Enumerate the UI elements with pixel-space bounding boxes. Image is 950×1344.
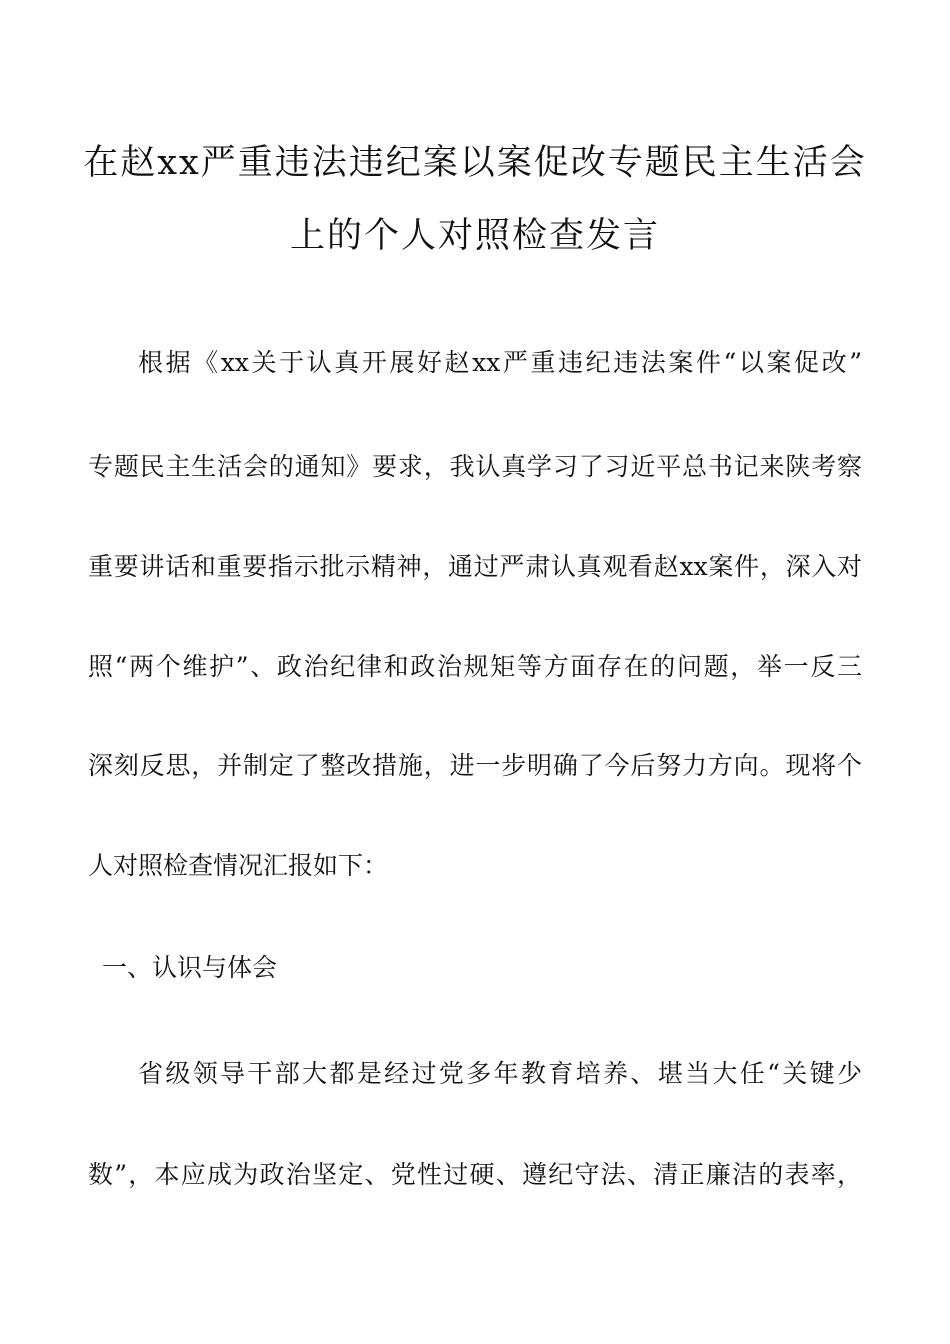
intro-paragraph-line: 专题民主生活会的通知》要求，我认真学习了习近平总书记来陕考察 <box>88 452 862 481</box>
section-paragraph-line: 数”，本应成为政治坚定、党性过硬、遵纪守法、清正廉洁的表率， <box>88 1160 862 1189</box>
intro-paragraph-line: 重要讲话和重要指示批示精神，通过严肃认真观看赵xx案件，深入对 <box>88 552 862 581</box>
intro-paragraph-line: 根据《xx关于认真开展好赵xx严重违纪违法案件“以案促改” <box>138 348 862 377</box>
section-paragraph-line: 省级领导干部大都是经过党多年教育培养、堪当大任“关键少 <box>138 1059 862 1088</box>
intro-paragraph-line: 人对照检查情况汇报如下： <box>88 851 389 880</box>
section-heading: 一、认识与体会 <box>102 953 278 982</box>
intro-paragraph-line: 照“两个维护”、政治纪律和政治规矩等方面存在的问题，举一反三 <box>88 652 862 681</box>
document-title-line-2: 上的个人对照检查发言 <box>289 216 660 256</box>
intro-paragraph-line: 深刻反思，并制定了整改措施，进一步明确了今后努力方向。现将个 <box>88 751 862 780</box>
document-title-line-1: 在赵xx严重违法违纪案以案促改专题民主生活会 <box>83 143 867 183</box>
